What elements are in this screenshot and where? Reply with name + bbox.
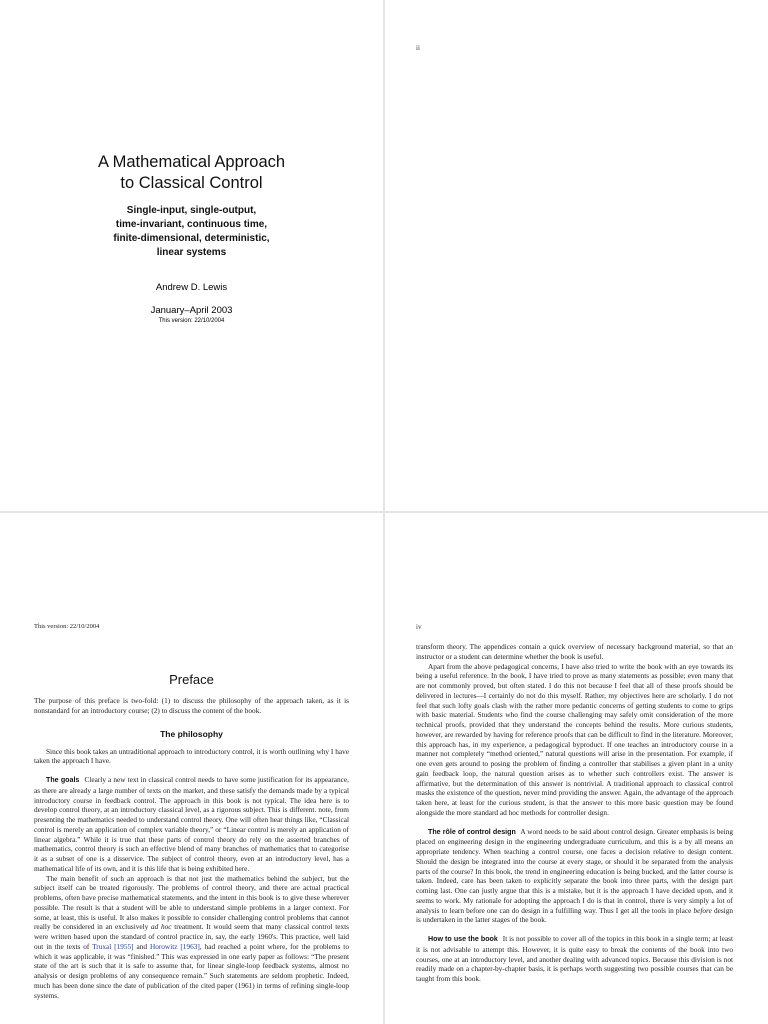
page-number: ii xyxy=(416,44,420,52)
publication-date: January–April 2003 xyxy=(150,305,233,316)
title-block xyxy=(0,152,383,324)
book-title-line-1: A Mathematical Approach xyxy=(97,153,286,171)
version-note: This version: 22/10/2004 xyxy=(158,318,225,324)
before-emphasis: before xyxy=(693,905,712,915)
goals-text: Clearly a new text in classical control needs to have some justification for its appearance, as there are already a large number of texts on the market, and these satisfy the demands made by a typical introductory course in feedback control. The approach in this book is not typical. The idea here is to develop control theory, at an introductory classical level, as a rigorous subject. This is different. note, from presenting the mathematics needed to understand control theory. One will often hear things like, “Classical control is merely an application of complex variable theory,” or “Linear control is merely an application of linear algebra.” While it is true that these parts of control theory do rely on the asserted branches of mathematics, control theory is such an effective blend of many branches of mathematics that to categorise it as a subset of one is a disservice. The subject of control theory, even at an introductory level, has a mathematical life of its own, and it is this life that is being exhibited here. xyxy=(34,775,349,873)
version-footer: This version: 22/10/2004 xyxy=(34,623,100,630)
page-preface xyxy=(0,513,383,1024)
book-title-line-2: to Classical Control xyxy=(120,174,263,192)
role-text-2: design is undertaken in the latter stages of the book. xyxy=(416,905,733,925)
howto-label: How to use the book xyxy=(428,935,498,943)
benefit-paragraph xyxy=(34,874,349,1001)
adhoc-emphasis: ad hoc xyxy=(150,922,172,932)
page-title-page xyxy=(385,0,768,511)
howto-text: It is not possible to cover all of the topics in this book in a single term; at least it is not advisable to attempt this. However, it is quite easy to break the contents of the book into two courses, one at an introductory level, and another dealing with advanced topics. Because this division is not readily made on a chapter-by-chapter basis, it is perhaps worth suggesting two possible courses that can be taught from this book. xyxy=(416,934,733,983)
role-text-1: A word needs to be said about control design. Greater emphasis is being placed on engineering design in the engineering undergraduate curriculum, and this is a by all means an appropriate tendency. When teaching a control course, one faces a decision relative to design content. Should the design be integrated into the course at every stage, or should it be separated from the analysis parts of the course? In this book, the trend in engineering education is being bucked, and the latter course is taken. Indeed, care has been taken to explicitly separate the book into three parts, with the design part coming last. One can justly argue that this is a mistake, but it is the approach I have decided upon, and it seems to work. My rationale for adopting the approach I do is that in control, there is very simply a lot of analysis to learn before one can do design in a fulfilling way. Thus I get all the tools in place xyxy=(416,826,733,915)
author-name: Andrew D. Lewis xyxy=(155,282,228,293)
paragraph-reference: Apart from the above pedagogical concerns, I have also tried to write the book with an eye towards its being a useful reference. In the book, I have tried to prove as many statements as possible; even many that are not commonly proved, but often stated. I do this not because I feel that all of these proofs should be delivered in lectures—I certainly do not do this myself. Rather, my objectives here are scholarly. I do not feel that such lofty goals clash with the rather more pedantic concerns of getting students to come to grips with basic material. Students who find the course challenging may safely omit consideration of the more technical proofs, provided that they understand the concepts behind the results. More curious students, however, are rewarded by having for reference proofs that can be difficult to find in the literature. Moreover, this approach has, in my experience, a pedagogical byproduct. If one teaches an introductory course in a manner not completely “method oriented,” natural questions will arise in the presentation. For example, if one even gets around to posing the problem of finding a controller that stabilises a given plant in a unity gain feedback loop, the natural question arises as to whether such controllers exist. The answer is affirmative, but the determination of this answer is nontrivial. A traditional approach to classical control masks the existence of the question, never mind providing the answer. Again, the advantage of the approach taken here, at least for the curious student, is that the answer to this more basic question may be found alongside the more standard ad hoc methods for controller design. xyxy=(416,661,733,817)
subtitle-line-1: Single-input, single-output, xyxy=(126,205,257,216)
page-preface-continued xyxy=(385,513,768,1024)
benefit-text-1: The main benefit of such an approach is that not just the mathematics behind the subject, but the subject itself can be treated rigorously. The problems of control theory, and there are actual practical problems, often have precise mathematical statements, and the intent in this book is to give these wherever possible. The result is that a student will be able to understand simple problems in a larger context. For some, at least, this is useful. It also makes it possible to consider challenging control problems that cannot really be considered in an exclusively xyxy=(34,873,349,932)
benefit-text-3: , had reached a point where, for the problems to which it was applicable, it was “finished.” This was expressed in one early paper as follows: “The present state of the art is such that it is safe to assume that, for linear single-loop feedback systems, almost no analysis or design problems of any consequence remain.” Such statements are seldom prophetic. Indeed, much has been done since the date of publication of the cited paper (1961) in terms of refining single-loop systems. xyxy=(34,941,349,1000)
preface-heading: Preface xyxy=(169,672,214,687)
citation-truxal[interactable]: Truxal [1955] xyxy=(92,941,134,951)
preface-intro: The purpose of this preface is two-fold: (1) to discuss the philosophy of the approach taken, as it is nonstandard for an introductory course; (2) to discuss the content of the book. xyxy=(34,696,349,715)
benefit-text-2: treatment. It would seem that many classical control texts were written based upon the standard of control practice in, say, the early 1960's. This practice, well laid out in the texts of xyxy=(34,922,349,951)
role-label: The rôle of control design xyxy=(428,827,516,836)
section-heading-philosophy: The philosophy xyxy=(160,728,223,739)
citation-horowitz[interactable]: Horowitz [1963] xyxy=(149,941,200,951)
subtitle-line-4: linear systems xyxy=(156,247,227,258)
goals-paragraph xyxy=(34,775,349,874)
and-word: and xyxy=(136,941,148,951)
page-number: iv xyxy=(416,623,422,631)
subtitle-line-2: time-invariant, continuous time, xyxy=(115,219,268,230)
philosophy-intro: Since this book takes an untraditional approach to introductory control, it is worth outlining why I have taken the approach I have. xyxy=(34,746,349,766)
subtitle-line-3: finite-dimensional, deterministic, xyxy=(113,233,270,244)
paragraph-appendices: transform theory. The appendices contain a quick overview of necessary background material, so that an instructor or a student can determine whether the book is useful. xyxy=(416,642,733,661)
role-paragraph xyxy=(416,827,733,926)
goals-label: The goals xyxy=(46,776,80,784)
howto-paragraph xyxy=(416,934,733,984)
